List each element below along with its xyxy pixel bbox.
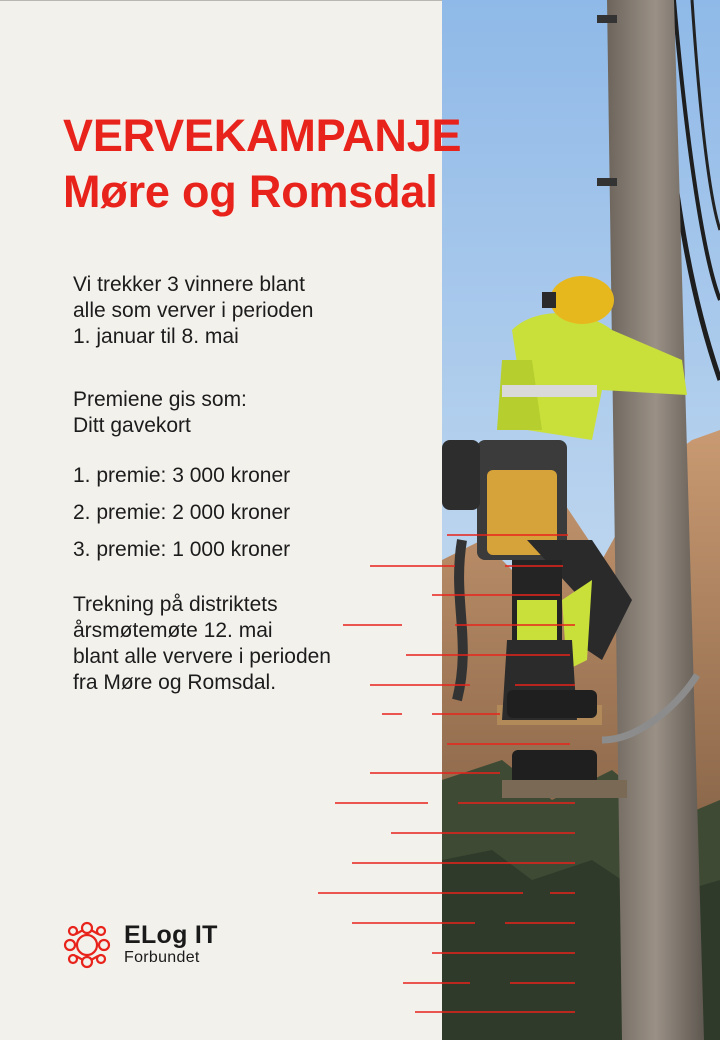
prize-item-1: 1. premie: 3 000 kroner <box>73 464 291 487</box>
campaign-title <box>63 108 461 220</box>
logo-subtitle: Forbundet <box>124 949 200 966</box>
prize-list <box>73 463 290 574</box>
draw-line: blant alle ververe i perioden <box>73 645 331 668</box>
network-nodes-icon <box>62 920 112 970</box>
title-line-1: VERVEKAMPANJE <box>63 110 462 161</box>
draw-info <box>73 592 331 696</box>
lineworker-illustration <box>442 0 720 1040</box>
logo-text <box>124 922 218 968</box>
title-line-2: Møre og Romsdal <box>63 166 438 217</box>
intro-line: alle som verver i perioden <box>73 299 314 322</box>
draw-line: årsmøtemøte 12. mai <box>73 619 273 642</box>
prize-item-2: 2. premie: 2 000 kroner <box>73 501 291 524</box>
logo-name: ELog IT <box>124 921 218 949</box>
intro-text <box>73 272 313 350</box>
elogit-logo <box>62 920 218 970</box>
prize-item-3: 3. premie: 1 000 kroner <box>73 538 291 561</box>
lineworker-photo <box>442 0 720 1040</box>
prize-heading-line: Premiene gis som: <box>73 388 247 411</box>
draw-line: Trekning på distriktets <box>73 593 278 616</box>
intro-line: Vi trekker 3 vinnere blant <box>73 273 305 296</box>
prize-heading-line: Ditt gavekort <box>73 414 191 437</box>
draw-line: fra Møre og Romsdal. <box>73 671 277 694</box>
intro-line: 1. januar til 8. mai <box>73 325 239 348</box>
prize-heading <box>73 387 247 439</box>
